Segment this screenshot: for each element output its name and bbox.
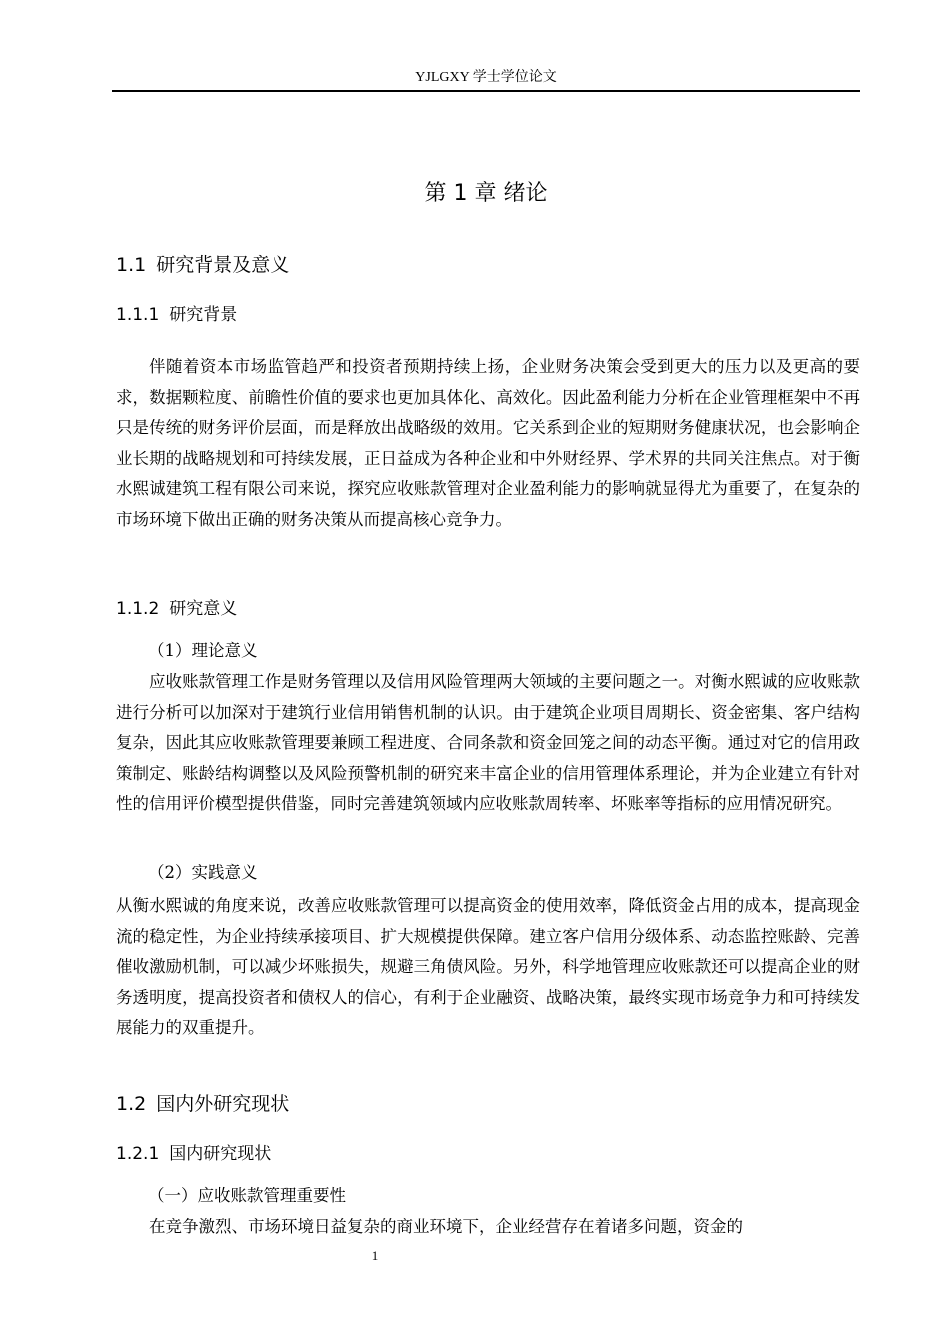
- subsection-heading-1-1-2: [116, 595, 237, 623]
- paragraph-theory-significance: 应收账款管理工作是财务管理以及信用风险管理两大领域的主要问题之一。对衡水熙诚的应收账款进行分析可以加深对于建筑行业信用销售机制的认识。由于建筑企业项目周期长、资金密集、客户结构复杂，因此其应收账款管理要兼顾工程进度、合同条款和资金回笼之间的动态平衡。通过对它的信用政策制定、账龄结构调整以及风险预警机制的研究来丰富企业的信用管理体系理论，并为企业建立有针对性的信用评价模型提供借鉴，同时完善建筑领域内应收账款周转率、坏账率等指标的应用情况研究。: [116, 672, 860, 814]
- subsection-number: 1.2.1: [116, 1144, 160, 1164]
- subsection-heading-1-2-1: [116, 1140, 271, 1168]
- subsection-number: 1.1.1: [116, 305, 160, 325]
- chapter-title: 第 1 章 绪论: [424, 181, 548, 206]
- subheading-importance: （一）应收账款管理重要性: [148, 1186, 346, 1205]
- paragraph-practice-significance: 从衡水熙诚的角度来说，改善应收账款管理可以提高资金的使用效率，降低资金占用的成本，提高现金流的稳定性，为企业持续承接项目、扩大规模提供保障。建立客户信用分级体系、动态监控账龄、完善催收激励机制，可以减少坏账损失，规避三角债风险。另外，科学地管理应收账款还可以提高企业的财务透明度，提高投资者和债权人的信心，有利于企业融资、战略决策，最终实现市场竞争力和可持续发展能力的双重提升。: [116, 896, 860, 1038]
- subsection-heading-1-1-1: [116, 301, 237, 329]
- subsection-title: 国内研究现状: [169, 1144, 272, 1164]
- section-title: 研究背景及意义: [156, 254, 290, 276]
- subheading-theory: （1）理论意义: [148, 641, 258, 660]
- page-number: 1: [371, 1248, 379, 1263]
- section-number: 1.2: [116, 1093, 147, 1115]
- section-heading-1-2: [116, 1089, 289, 1119]
- section-title: 国内外研究现状: [156, 1093, 290, 1115]
- paragraph-research-background: 伴随着资本市场监管趋严和投资者预期持续上扬，企业财务决策会受到更大的压力以及更高的要求，数据颗粒度、前瞻性价值的要求也更加具体化、高效化。因此盈利能力分析在企业管理框架中不再只是传统的财务评价层面，而是释放出战略级的效用。它关系到企业的短期财务健康状况，也会影响企业长期的战略规划和可持续发展，正日益成为各种企业和中外财经界、学术界的共同关注焦点。对于衡水熙诚建筑工程有限公司来说，探究应收账款管理对企业盈利能力的影响就显得尤为重要了，在复杂的市场环境下做出正确的财务决策从而提高核心竞争力。: [116, 357, 860, 529]
- header-divider: [112, 90, 860, 92]
- section-number: 1.1: [116, 254, 147, 276]
- page-header: YJLGXY 学士学位论文: [415, 70, 557, 85]
- paragraph-importance: 在竞争激烈、市场环境日益复杂的商业环境下，企业经营存在着诸多问题，资金的: [149, 1217, 743, 1236]
- subsection-title: 研究意义: [169, 599, 238, 619]
- section-heading-1-1: [116, 250, 289, 280]
- subheading-practice: （2）实践意义: [148, 863, 258, 882]
- subsection-title: 研究背景: [169, 305, 238, 325]
- subsection-number: 1.1.2: [116, 599, 160, 619]
